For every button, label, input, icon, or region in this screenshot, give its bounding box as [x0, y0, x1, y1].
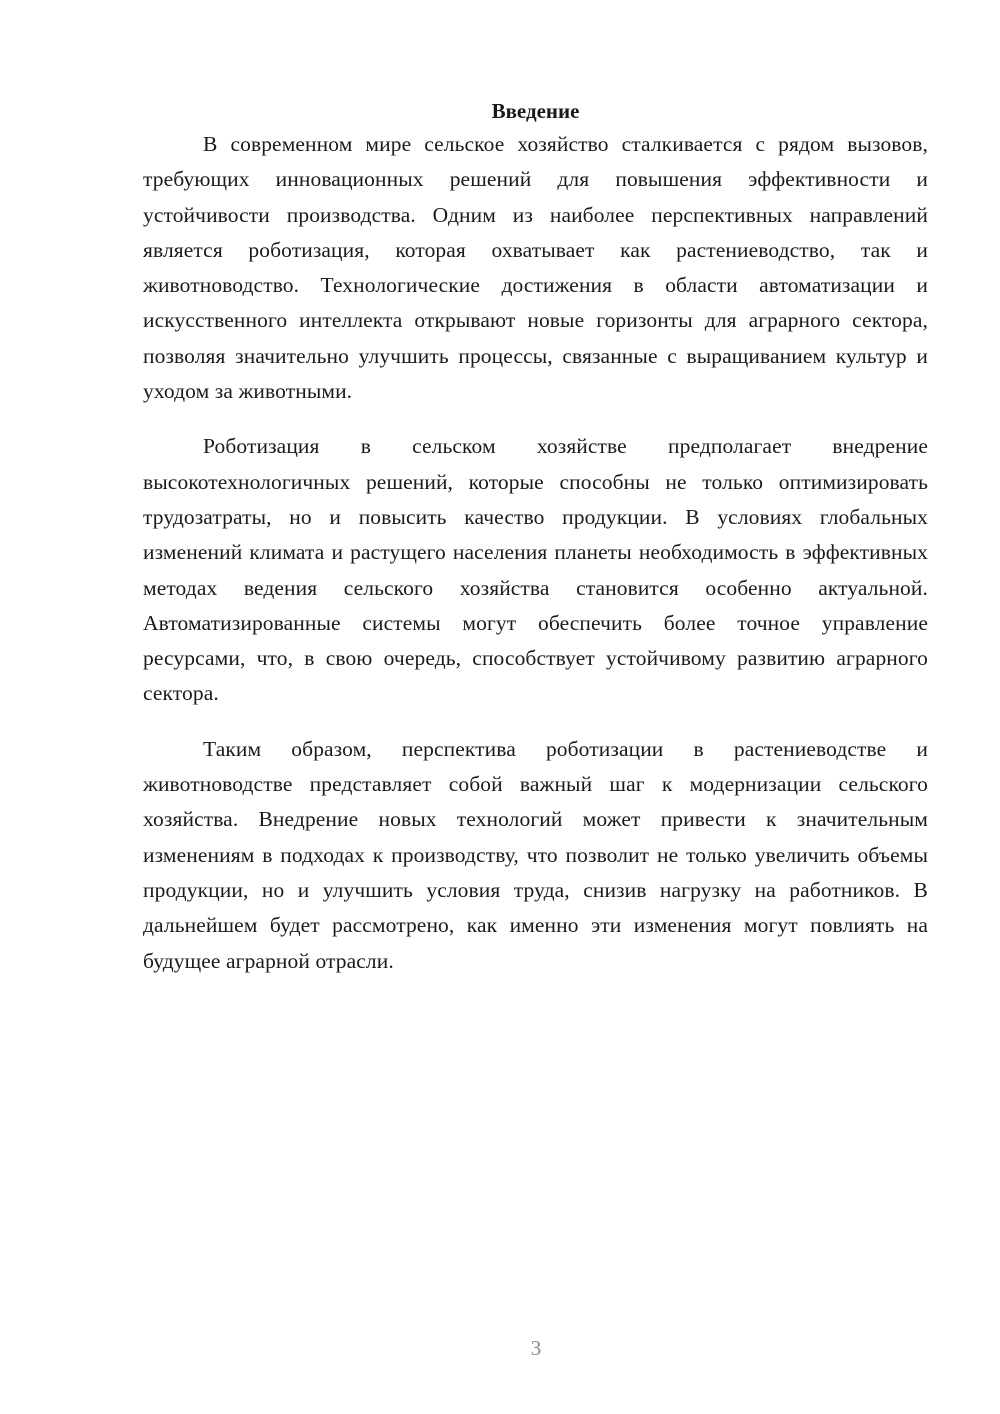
page-number: 3 [530, 1336, 542, 1360]
section-title: Введение [491, 99, 580, 123]
document-page [143, 96, 928, 999]
paragraph-3: Таким образом, перспектива роботизации в растениеводстве и животноводстве представляет собой важный шаг к модернизации сельского хозяйства. Внедрение новых технологий может привести к значительным изменениям в подходах к производству, что позволит не только увеличить объемы продукции, но и улучшить условия труда, снизив нагрузку на работников. В дальнейшем будет рассмотрено, как именно эти изменения могут повлиять на будущее аграрной отрасли. [143, 736, 928, 973]
paragraph-1: В современном мире сельское хозяйство сталкивается с рядом вызовов, требующих инновационных решений для повышения эффективности и устойчивости производства. Одним из наиболее перспективных направлений является роботизация, которая охватывает как растениеводство, так и животноводство. Технологические достижения в области автоматизации и искусственного интеллекта открывают новые горизонты для аграрного сектора, позволяя значительно улучшить процессы, связанные с выращиванием культур и уходом за животными. [143, 132, 928, 404]
paragraph-2: Роботизация в сельском хозяйстве предполагает внедрение высокотехнологичных решений, которые способны не только оптимизировать трудозатраты, но и повысить качество продукции. В условиях глобальных изменений климата и растущего населения планеты необходимость в эффективных методах ведения сельского хозяйства становится особенно актуальной. Автоматизированные системы могут обеспечить более точное управление ресурсами, что, в свою очередь, способствует устойчивому развитию аграрного сектора. [143, 434, 928, 706]
